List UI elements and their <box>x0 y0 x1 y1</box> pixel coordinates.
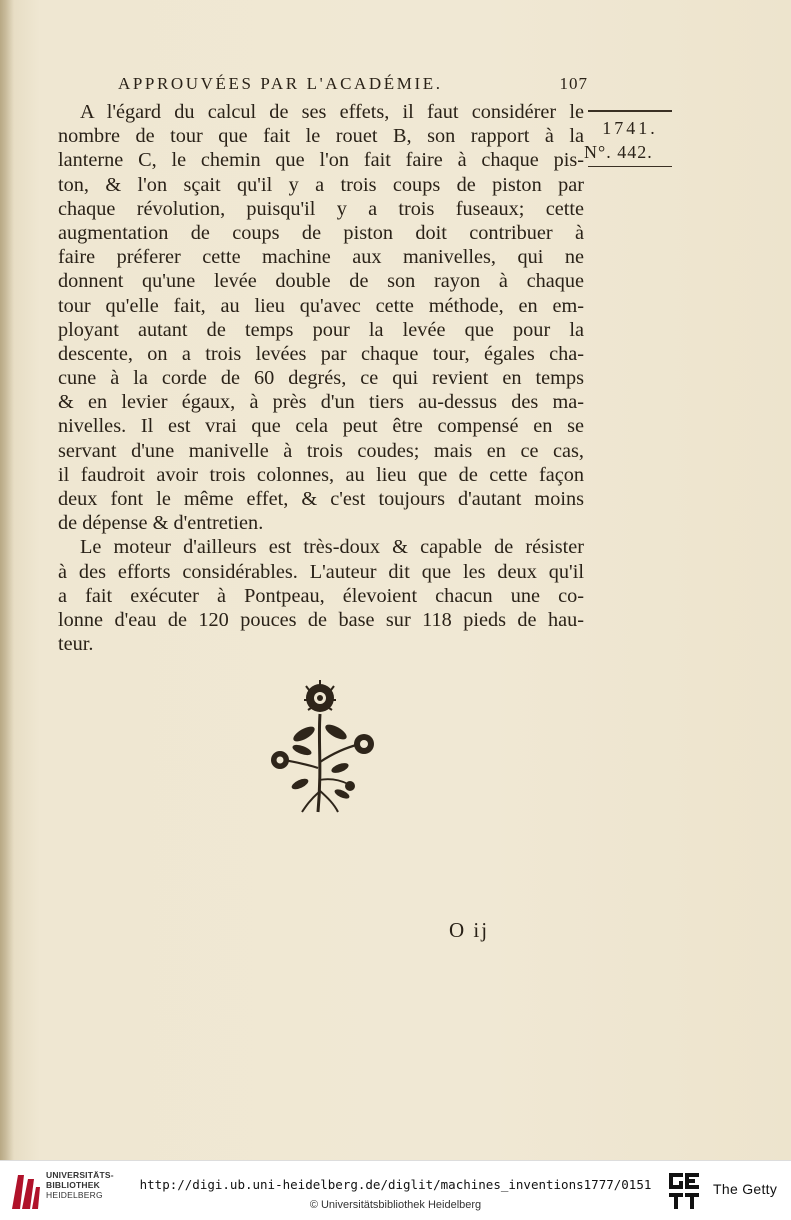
page-number: 107 <box>559 74 588 93</box>
body-text <box>58 100 584 656</box>
partner-name: The Getty <box>713 1181 778 1197</box>
margin-year: 1741. <box>602 118 658 138</box>
text-line: descente, on a trois levées par chaque tour, égales cha- <box>58 342 584 365</box>
text-line: faire préferer cette machine aux manivelles, qui ne <box>58 246 584 269</box>
permalink-url[interactable]: http://digi.ub.uni-heidelberg.de/diglit/machines_inventions1777/0151 <box>139 1177 652 1192</box>
library-name-line: BIBLIOTHEK <box>46 1180 100 1190</box>
text-line: augmentation de coups de piston doit contribuer à <box>58 221 584 244</box>
text-line: a fait exécuter à Pontpeau, élevoient chacun une co- <box>58 584 584 607</box>
text-line: nivelles. Il est vrai que cela peut être compensé en se <box>58 415 584 438</box>
running-header <box>118 74 588 94</box>
text-line: tour qu'elle fait, au lieu qu'avec cette méthode, en em- <box>58 294 584 317</box>
text-line: cune à la corde de 60 degrés, ce qui revient en temps <box>58 367 584 390</box>
text-line: nombre de tour que fait le rouet B, son rapport à la <box>58 125 584 148</box>
text-line: teur. <box>58 633 94 656</box>
running-title: APPROUVÉES PAR L'ACADÉMIE. <box>118 74 443 93</box>
margin-number: N°. 442. <box>584 142 653 162</box>
margin-rule-bottom <box>588 166 672 167</box>
margin-note <box>582 110 672 171</box>
library-name-line: UNIVERSITÄTS- <box>46 1170 114 1180</box>
library-name-line: HEIDELBERG <box>46 1190 103 1200</box>
text-line: ton, & l'on sçait qu'il y a trois coups de piston par <box>58 173 584 196</box>
getty-logo-icon <box>667 1171 701 1211</box>
text-line: & en levier égaux, à près d'un tiers au-dessus des ma- <box>58 391 584 414</box>
text-line: A l'égard du calcul de ses effets, il faut considérer le <box>80 101 584 123</box>
text-line: Le moteur d'ailleurs est très-doux & capable de résister <box>80 536 584 559</box>
signature-mark: O ij <box>449 918 490 942</box>
text-line: ployant autant de temps pour la levée que pour la <box>58 318 584 341</box>
text-line: lonne d'eau de 120 pouces de base sur 118 pieds de hau- <box>58 608 584 631</box>
viewer-footer <box>0 1160 791 1220</box>
text-line: lanterne C, le chemin que l'on fait faire à chaque pis- <box>58 149 584 172</box>
floral-ornament-icon <box>262 672 382 818</box>
text-line: donnent qu'une levée double de son rayon à chaque <box>58 270 584 293</box>
text-line: servant d'une manivelle à trois coudes; mais en ce cas, <box>58 439 584 462</box>
text-line: deux font le même effet, & c'est toujours d'autant moins <box>58 488 584 510</box>
text-line: il faudroit avoir trois colonnes, au lieu que de cette façon <box>58 463 584 486</box>
text-line: à des efforts considérables. L'auteur dit que les deux qu'il <box>58 560 584 583</box>
text-line: de dépense & d'entretien. <box>58 512 264 535</box>
copyright-text: © Universitätsbibliothek Heidelberg <box>309 1199 482 1211</box>
margin-rule-top <box>588 110 672 112</box>
text-line: chaque révolution, puisqu'il y a trois fuseaux; cette <box>58 197 584 220</box>
